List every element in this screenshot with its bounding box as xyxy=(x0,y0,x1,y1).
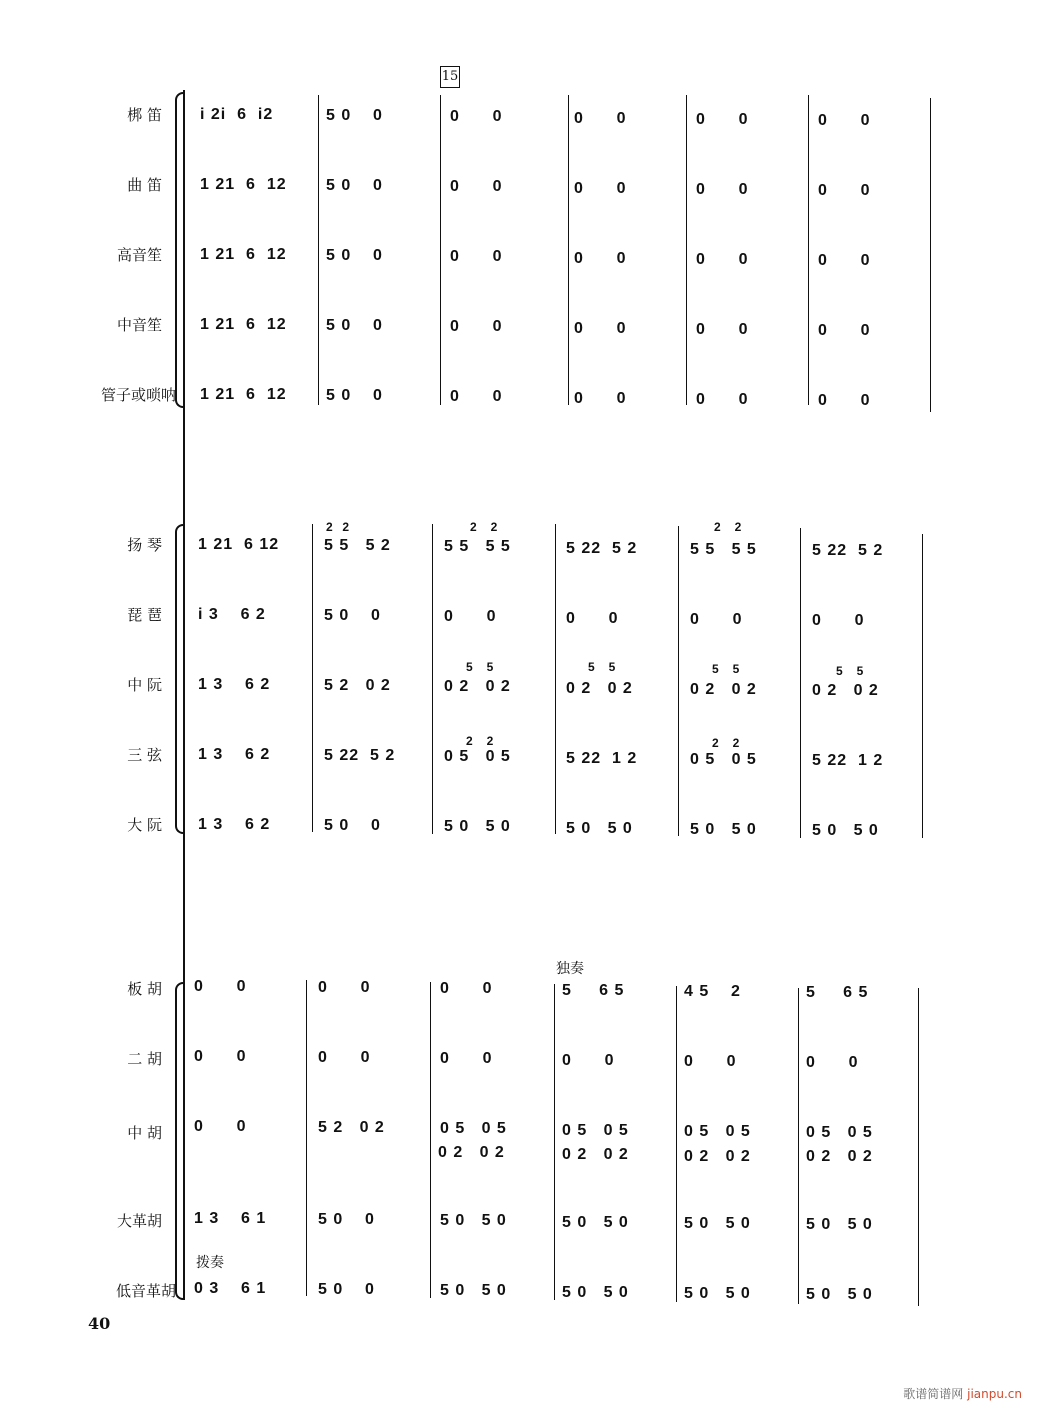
measure-2: 5 5 5 2 xyxy=(324,537,391,555)
measure-1: 1 3 6 2 xyxy=(198,746,271,763)
measure-6: 5 0 5 0 xyxy=(812,822,879,839)
measure-1: i 2i 6 i2 xyxy=(200,106,274,123)
measure-4: 5 0 5 0 xyxy=(566,819,633,837)
measure-4: 0 0 xyxy=(574,319,627,337)
measure-2: 5 0 0 xyxy=(318,1211,375,1229)
barline xyxy=(676,986,677,1302)
measure-3: 0 0 xyxy=(450,248,503,266)
measure-6: 0 0 xyxy=(818,182,871,199)
measure-4: 0 2 0 2 xyxy=(566,679,633,697)
measure-2: 5 2 0 2 xyxy=(318,1119,385,1137)
barline xyxy=(306,980,307,1296)
barline xyxy=(554,984,555,1300)
watermark-url: jianpu.cn xyxy=(967,1387,1022,1401)
measure-4: 0 0 xyxy=(574,179,627,197)
measure-6: 0 0 xyxy=(818,392,871,409)
measure-5: 5 5 5 5 xyxy=(690,540,757,558)
barline xyxy=(686,95,687,405)
measure-3: 5 0 5 0 xyxy=(444,818,511,836)
measure-6: 5 22 5 2 xyxy=(812,542,884,559)
measure-2: 5 0 0 xyxy=(326,317,383,335)
barline xyxy=(312,524,313,832)
measure-3: 0 0 xyxy=(444,608,497,626)
measure-5: 0 5 0 5 xyxy=(684,1122,751,1140)
measure-5: 0 0 xyxy=(696,180,749,198)
measure-2: 0 0 xyxy=(318,1049,371,1067)
measure-5: 4 5 2 xyxy=(684,982,741,1000)
measure-6: 5 22 1 2 xyxy=(812,752,884,769)
measure-5: 0 2 0 2 xyxy=(690,680,757,698)
measure-1: 1 21 6 12 xyxy=(200,176,287,193)
measure-3: 0 5 0 5 xyxy=(440,1120,507,1138)
brace-bowed xyxy=(175,982,185,1300)
measure-2: 5 22 5 2 xyxy=(324,747,396,765)
page-number: 40 xyxy=(88,1314,111,1333)
measure-2: 0 0 xyxy=(318,979,371,997)
solo-marking: 独奏 xyxy=(556,961,584,977)
measure-6: 0 0 xyxy=(818,252,871,269)
measure-1: 1 21 6 12 xyxy=(198,536,280,553)
zhongruan-upper-m6: 5 5 xyxy=(836,664,865,678)
measure-1: 1 21 6 12 xyxy=(200,246,287,263)
measure-3: 0 2 0 2 xyxy=(444,678,511,696)
measure-5: 0 0 xyxy=(696,250,749,268)
barline xyxy=(798,988,799,1304)
instrument-label: 大革胡 xyxy=(116,1212,162,1230)
zhongruan-upper-m3: 5 5 xyxy=(466,660,495,674)
measure-5: 5 0 5 0 xyxy=(690,820,757,838)
instrument-label: 曲 笛 xyxy=(127,176,162,194)
measure-1: 0 3 6 1 xyxy=(194,1280,267,1297)
instrument-label: 中 胡 xyxy=(127,1124,162,1142)
instrument-label: 琵 琶 xyxy=(127,606,162,624)
measure-2: 5 0 0 xyxy=(326,107,383,125)
instrument-label: 扬 琴 xyxy=(127,536,162,554)
measure-4: 5 6 5 xyxy=(562,981,625,999)
measure-3: 0 0 xyxy=(440,980,493,998)
zhonghu-lower-m6: 0 2 0 2 xyxy=(806,1148,873,1165)
brace-winds xyxy=(175,92,185,408)
measure-4: 0 5 0 5 xyxy=(562,1121,629,1139)
measure-1: 1 3 6 2 xyxy=(198,676,271,693)
instrument-label: 板 胡 xyxy=(127,980,162,998)
zhongruan-upper-m4: 5 5 xyxy=(588,660,617,674)
measure-3: 0 0 xyxy=(450,108,503,126)
barline xyxy=(808,95,809,405)
measure-5: 0 0 xyxy=(696,320,749,338)
barline xyxy=(555,524,556,834)
measure-5: 0 0 xyxy=(696,390,749,408)
barline xyxy=(318,95,319,405)
measure-2: 5 0 0 xyxy=(326,387,383,405)
zhongruan-upper-m5: 5 5 xyxy=(712,662,741,676)
measure-1: i 3 6 2 xyxy=(198,606,266,623)
instrument-label: 低音革胡 xyxy=(115,1282,176,1300)
measure-3: 0 0 xyxy=(450,318,503,336)
instrument-label: 二 胡 xyxy=(127,1050,162,1068)
measure-4: 5 22 1 2 xyxy=(566,749,638,767)
measure-3: 0 5 0 5 xyxy=(444,748,511,766)
measure-5: 0 0 xyxy=(684,1052,737,1070)
measure-5: 0 5 0 5 xyxy=(690,750,757,768)
measure-1: 0 0 xyxy=(194,978,247,995)
barline xyxy=(440,95,441,405)
measure-1: 1 21 6 12 xyxy=(200,386,287,403)
measure-3: 5 0 5 0 xyxy=(440,1282,507,1300)
measure-4: 0 0 xyxy=(574,249,627,267)
yangqin-upper-m5: 2 2 xyxy=(714,520,743,534)
measure-5: 5 0 5 0 xyxy=(684,1214,751,1232)
instrument-label: 三 弦 xyxy=(127,746,162,764)
measure-1: 1 3 6 1 xyxy=(194,1210,267,1227)
measure-6: 0 2 0 2 xyxy=(812,682,879,699)
measure-2: 5 0 0 xyxy=(326,177,383,195)
measure-3: 0 0 xyxy=(450,178,503,196)
measure-2: 5 0 0 xyxy=(326,247,383,265)
barline xyxy=(430,982,431,1298)
measure-4: 0 0 xyxy=(574,389,627,407)
measure-5: 0 0 xyxy=(690,610,743,628)
instrument-label: 管子或唢呐 xyxy=(100,386,176,404)
brace-plucked xyxy=(175,524,185,834)
measure-4: 0 0 xyxy=(562,1051,615,1069)
measure-6: 0 0 xyxy=(806,1054,859,1071)
yangqin-upper-m2: 2 2 xyxy=(326,520,351,534)
measure-3: 0 0 xyxy=(450,388,503,406)
instrument-label: 中 阮 xyxy=(127,676,162,694)
barline xyxy=(918,988,919,1306)
barline xyxy=(800,528,801,838)
measure-3: 0 0 xyxy=(440,1050,493,1068)
measure-6: 0 0 xyxy=(818,112,871,129)
measure-5: 0 0 xyxy=(696,110,749,128)
measure-1: 1 21 6 12 xyxy=(200,316,287,333)
watermark xyxy=(903,1385,1022,1402)
measure-1: 0 0 xyxy=(194,1118,247,1135)
measure-4: 0 0 xyxy=(574,109,627,127)
measure-4: 5 0 5 0 xyxy=(562,1283,629,1301)
pizz-marking: 拨奏 xyxy=(196,1255,224,1271)
sanxian-upper-m5: 2 2 xyxy=(712,736,741,750)
measure-1: 0 0 xyxy=(194,1048,247,1065)
measure-2: 5 0 0 xyxy=(324,607,381,625)
measure-6: 0 0 xyxy=(818,322,871,339)
measure-6: 5 6 5 xyxy=(806,984,869,1001)
yangqin-upper-m3: 2 2 xyxy=(470,520,499,534)
watermark-site: 歌谱简谱网 xyxy=(903,1387,964,1401)
measure-5: 5 0 5 0 xyxy=(684,1284,751,1302)
zhonghu-lower-m5: 0 2 0 2 xyxy=(684,1148,751,1165)
measure-6: 5 0 5 0 xyxy=(806,1286,873,1303)
barline xyxy=(922,534,923,838)
measure-1: 1 3 6 2 xyxy=(198,816,271,833)
measure-2: 5 2 0 2 xyxy=(324,677,391,695)
barline xyxy=(432,524,433,834)
measure-3: 5 5 5 5 xyxy=(444,538,511,556)
rehearsal-mark: 15 xyxy=(440,66,460,88)
measure-6: 0 0 xyxy=(812,612,865,629)
instrument-label: 梆 笛 xyxy=(127,106,162,124)
measure-2: 5 0 0 xyxy=(324,817,381,835)
zhonghu-lower-m4: 0 2 0 2 xyxy=(562,1146,629,1163)
instrument-label: 中音笙 xyxy=(116,316,162,334)
measure-4: 5 22 5 2 xyxy=(566,539,638,557)
barline xyxy=(930,98,931,412)
sanxian-upper-m3: 2 2 xyxy=(466,734,495,748)
measure-6: 0 5 0 5 xyxy=(806,1124,873,1141)
instrument-label: 高音笙 xyxy=(116,246,162,264)
measure-6: 5 0 5 0 xyxy=(806,1216,873,1233)
zhonghu-lower-m3: 0 2 0 2 xyxy=(438,1144,505,1161)
barline xyxy=(678,526,679,836)
measure-4: 0 0 xyxy=(566,609,619,627)
measure-3: 5 0 5 0 xyxy=(440,1212,507,1230)
measure-4: 5 0 5 0 xyxy=(562,1213,629,1231)
instrument-label: 大 阮 xyxy=(127,816,162,834)
measure-2: 5 0 0 xyxy=(318,1281,375,1299)
barline xyxy=(568,95,569,405)
